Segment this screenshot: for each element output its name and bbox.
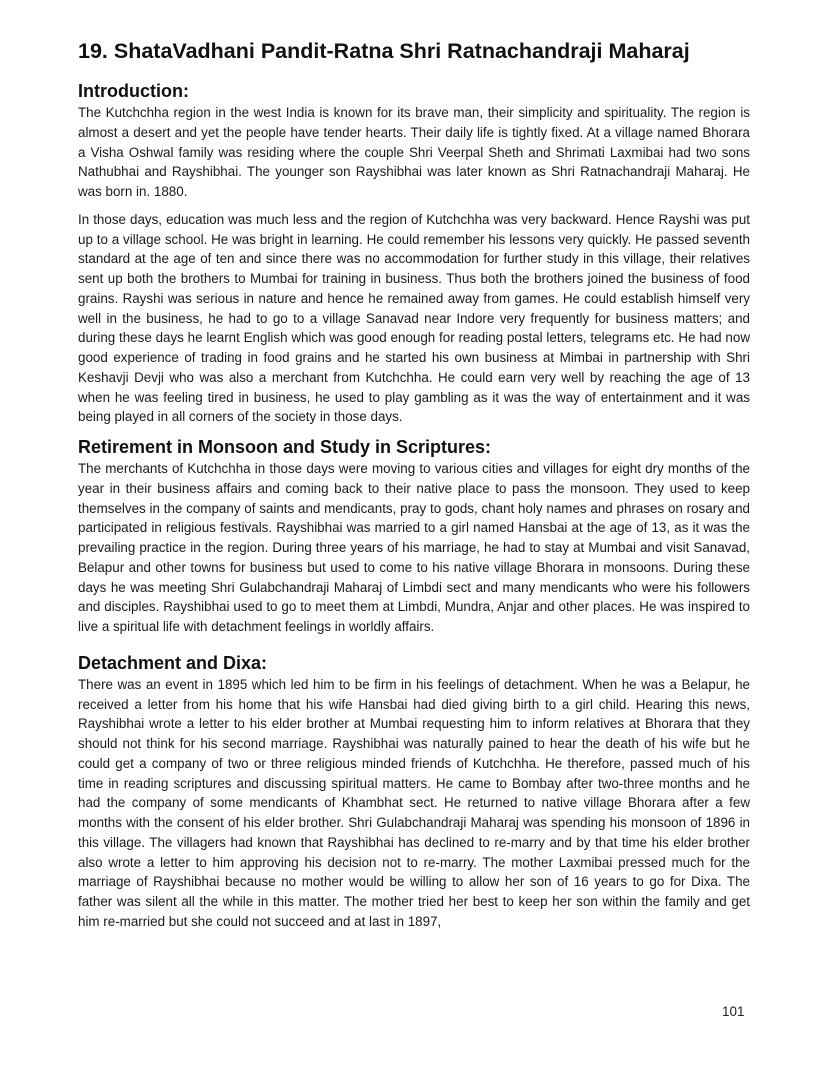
paragraph: The Kutchchha region in the west India is known for its brave man, their simplicity and spirituality. The region is almost a desert and yet the people have tender hearts. Their daily life is tightly fixed. At a village named Bhorara a Visha Oshwal family was residing where the couple Shri Veerpal Sheth and Shrimati Laxmibai had two sons Nathubhai and Rayshibhai. The younger son Rayshibhai was later known as Shri Ratnachandraji Maharaj. He was born in. 1880. <box>78 105 750 199</box>
paragraph: There was an event in 1895 which led him to be firm in his feelings of detachment. When he was a Belapur, he received a letter from his home that his wife Hansbai had died giving birth to a girl child. Hearing this news, Rayshibhai wrote a letter to his elder brother at Mumbai requesting him to inform relatives at Bhorara that they should not think for his second marriage. Rayshibhai was naturally pained to hear the death of his wife but he could get a company of two or three religious minded friends of Kutchchha. He therefore, passed much of his time in reading scriptures and discussing spiritual matters. He came to Bombay after two-three months and he had the company of some mendicants of Khambhat sect. He returned to native village Bhorara after a few months with the consent of his elder brother. Shri Gulabchandraji Maharaj was spending his monsoon of 1896 in this village. The villagers had known that Rayshibhai has declined to re-marry and by that time his elder brother also wrote a letter to him approving his decision not to re-marry. The mother Laxmibai pressed much for the marriage of Rayshibhai because no mother would be willing to allow her son of 16 years to go for Dixa. The father was silent all the while in this matter. The mother tried her best to keep her son within the family and get him re-married but she could not succeed and at last in 1897, <box>78 676 750 929</box>
section-heading: Retirement in Monsoon and Study in Scriptures: <box>78 437 492 457</box>
section-detachment <box>78 651 750 932</box>
page-number: 101 <box>722 1004 745 1019</box>
paragraph: The merchants of Kutchchha in those days were moving to various cities and villages for eight dry months of the year in their business affairs and coming back to their native place to pass the monsoon. They used to keep themselves in the company of saints and mendicants, pray to gods, chant holy names and phrases on rosary and participated in religious festivals. Rayshibhai was married to a girl named Hansbai at the age of 13, as it was the prevailing practice in the region. During three years of his marriage, he had to stay at Mumbai and visit Sanavad, Belapur and other towns for business but used to come to his native village Bhorara in monsoons. During these days he was meeting Shri Gulabchandraji Maharaj of Limbdi sect and many mendicants who were his followers and disciples. Rayshibhai used to go to meet them at Limbdi, Mundra, Anjar and other places. He was inspired to live a spiritual life with detachment feelings in worldly affairs. <box>78 461 750 634</box>
section-heading: Detachment and Dixa: <box>78 652 268 673</box>
page-title: 19. ShataVadhani Pandit-Ratna Shri Ratnachandraji Maharaj <box>78 39 690 63</box>
paragraph: In those days, education was much less and the region of Kutchchha was very backward. Hence Rayshi was put up to a village school. He was bright in learning. He could remember his lessons very quickly. He passed seventh standard at the age of ten and since there was no accommodation for further study in this village, their relatives sent up both the brothers to Mumbai for training in business. Thus both the brothers joined the business of food grains. Rayshi was serious in nature and hence he remained away from games. He could establish himself very well in the business, he had to go to a village Sanavad near Indore very frequently for business matters; and during these days he learnt English which was good enough for reading postal letters, telegrams etc. He had now good experience of trading in food grains and he started his own business at Mimbai in partnership with Shri Keshavji Devji who was also a merchant from Kutchchha. He could earn very well by reaching the age of 13 when he was feeling tired in business, he used to play gambling as it was the way of entertainment and it was being played in all corners of the society in those days. <box>78 211 750 425</box>
section-introduction <box>78 79 750 427</box>
document-page <box>78 36 750 932</box>
section-retirement <box>78 435 750 637</box>
section-heading: Introduction: <box>78 81 189 101</box>
